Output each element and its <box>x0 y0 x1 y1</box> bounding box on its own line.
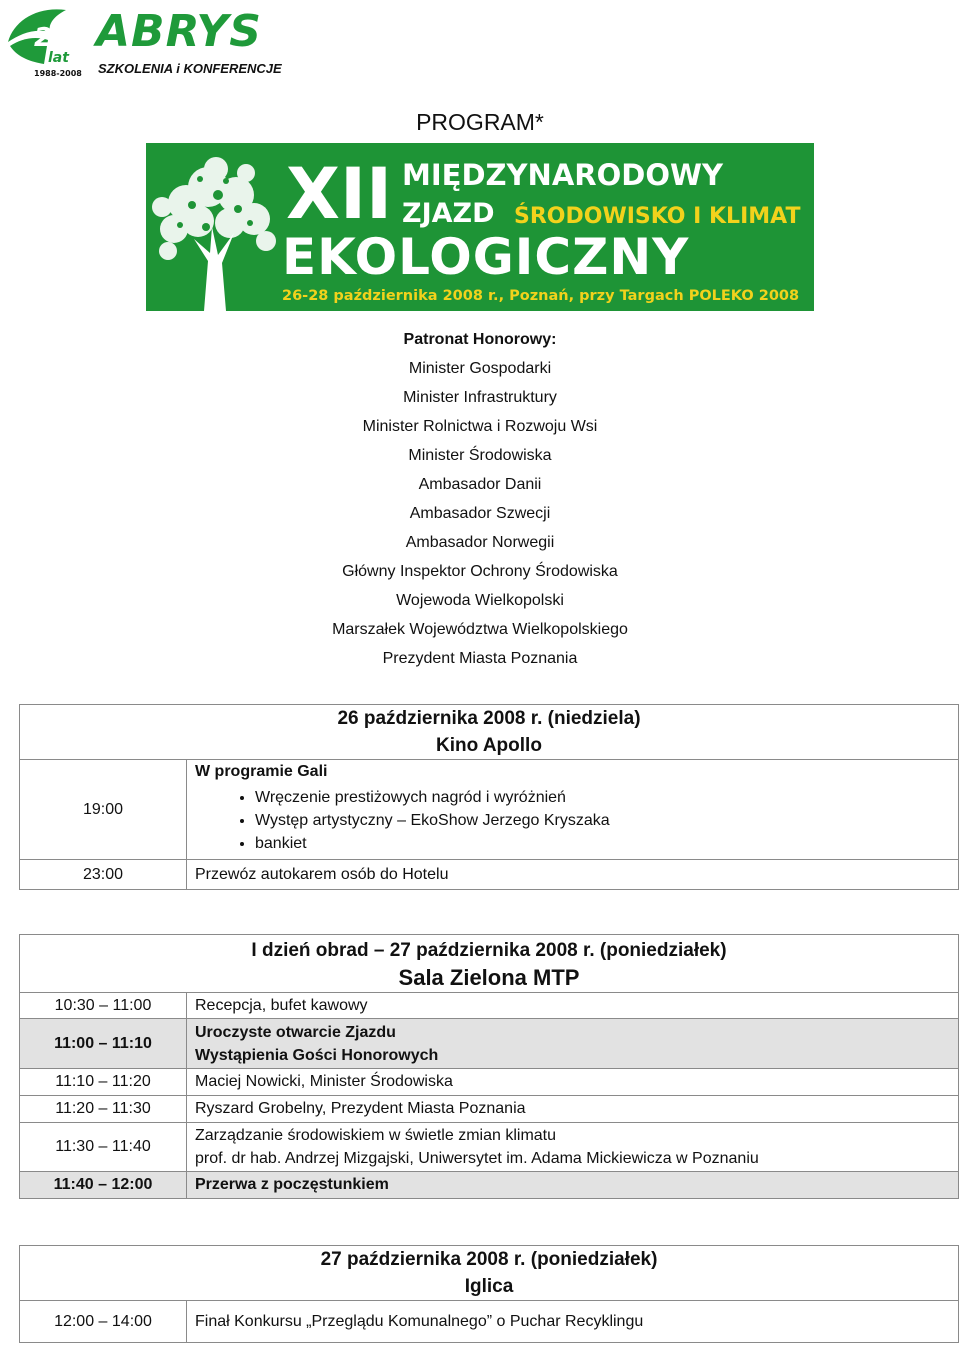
banner-theme: ŚRODOWISKO I KLIMAT <box>514 204 801 229</box>
day-date: 27 października 2008 r. (poniedziałek) <box>320 1249 658 1270</box>
list-item: • Wręczenie prestiżowych nagród i wyróżnień <box>255 786 950 809</box>
patron-item: Wojewoda Wielkopolski <box>396 592 564 609</box>
event-cell: Przerwa z poczęstunkiem <box>187 1172 959 1199</box>
patron-item: Marszałek Województwa Wielkopolskiego <box>332 621 628 638</box>
time-cell: 10:30 – 11:00 <box>20 993 187 1019</box>
logo-subtitle: SZKOLENIA i KONFERENCJE <box>98 61 282 76</box>
day-date: 26 października 2008 r. (niedziela) <box>337 708 641 729</box>
patron-item: Prezydent Miasta Poznania <box>382 650 578 667</box>
patron-item: Ambasador Norwegii <box>405 534 555 551</box>
banner-line2: ZJAZD <box>402 198 495 229</box>
svg-text:lat: lat <box>48 50 69 66</box>
event-cell <box>187 760 959 860</box>
logo-name: ABRYS <box>96 6 262 57</box>
abrys-logo <box>4 2 294 80</box>
patron-item: Minister Rolnictwa i Rozwoju Wsi <box>362 418 598 435</box>
table-row <box>20 1019 959 1069</box>
venue: Iglica <box>464 1276 514 1297</box>
svg-text:20: 20 <box>34 23 71 53</box>
banner-date: 26-28 października 2008 r., Poznań, przy Targach POLEKO 2008 <box>282 288 800 304</box>
event-cell: Recepcja, bufet kawowy <box>187 993 959 1019</box>
gala-title: W programie Gali <box>195 763 328 780</box>
time-cell: 11:00 – 11:10 <box>20 1019 187 1069</box>
venue: Sala Zielona MTP <box>398 964 580 990</box>
table-row <box>20 860 959 890</box>
event-cell <box>187 1019 959 1069</box>
event-line: Zarządzanie środowiskiem w świetle zmian klimatu <box>195 1127 557 1144</box>
event-banner <box>146 143 814 311</box>
event-cell <box>187 1123 959 1172</box>
time-cell: 19:00 <box>20 760 187 860</box>
patronage-section <box>0 326 960 673</box>
event-line: prof. dr hab. Andrzej Mizgajski, Uniwersytet im. Adama Mickiewicza w Poznaniu <box>195 1150 759 1167</box>
table-row <box>20 1172 959 1199</box>
time-cell: 23:00 <box>20 860 187 890</box>
banner-line1: MIĘDZYNARODOWY <box>402 158 723 192</box>
anniversary-badge-icon <box>4 2 86 80</box>
patron-item: Ambasador Danii <box>418 476 542 493</box>
banner-line3: EKOLOGICZNY <box>282 228 690 286</box>
table-row <box>20 760 959 860</box>
day-date: I dzień obrad – 27 października 2008 r. (poniedziałek) <box>251 939 727 961</box>
event-cell: Przewóz autokarem osób do Hotelu <box>187 860 959 890</box>
list-item: • bankiet <box>255 832 950 855</box>
venue: Kino Apollo <box>436 735 542 756</box>
tree-icon <box>146 143 296 311</box>
gala-list <box>195 786 950 855</box>
patron-item: Główny Inspektor Ochrony Środowiska <box>342 563 618 580</box>
schedule-table-iglica <box>19 1245 959 1343</box>
list-item: • Występ artystyczny – EkoShow Jerzego Kryszaka <box>255 809 950 832</box>
schedule-table-day1 <box>19 934 959 1199</box>
time-cell: 11:10 – 11:20 <box>20 1069 187 1096</box>
schedule-table-gala <box>19 704 959 890</box>
table-heading <box>20 705 959 760</box>
svg-text:1988-2008: 1988-2008 <box>34 69 82 78</box>
table-row <box>20 1096 959 1123</box>
time-cell: 11:20 – 11:30 <box>20 1096 187 1123</box>
banner-roman-numeral: XII <box>286 153 393 235</box>
table-row <box>20 1123 959 1172</box>
table-row <box>20 993 959 1019</box>
patron-item: Minister Infrastruktury <box>403 389 557 406</box>
table-heading <box>20 1246 959 1301</box>
event-cell: Ryszard Grobelny, Prezydent Miasta Poznania <box>187 1096 959 1123</box>
patron-item: Ambasador Szwecji <box>409 505 551 522</box>
event-line: Uroczyste otwarcie Zjazdu <box>195 1023 396 1041</box>
patron-item: Minister Gospodarki <box>408 360 552 377</box>
patron-item: Minister Środowiska <box>408 447 552 464</box>
page-title: PROGRAM* <box>416 109 544 135</box>
table-row <box>20 1301 959 1343</box>
time-cell: 11:30 – 11:40 <box>20 1123 187 1172</box>
table-row <box>20 1069 959 1096</box>
event-cell: Maciej Nowicki, Minister Środowiska <box>187 1069 959 1096</box>
patronage-heading: Patronat Honorowy: <box>403 331 557 348</box>
event-cell: Finał Konkursu „Przeglądu Komunalnego” o Puchar Recyklingu <box>187 1301 959 1343</box>
time-cell: 12:00 – 14:00 <box>20 1301 187 1343</box>
table-heading <box>20 935 959 993</box>
time-cell: 11:40 – 12:00 <box>20 1172 187 1199</box>
event-line: Wystąpienia Gości Honorowych <box>195 1046 439 1064</box>
